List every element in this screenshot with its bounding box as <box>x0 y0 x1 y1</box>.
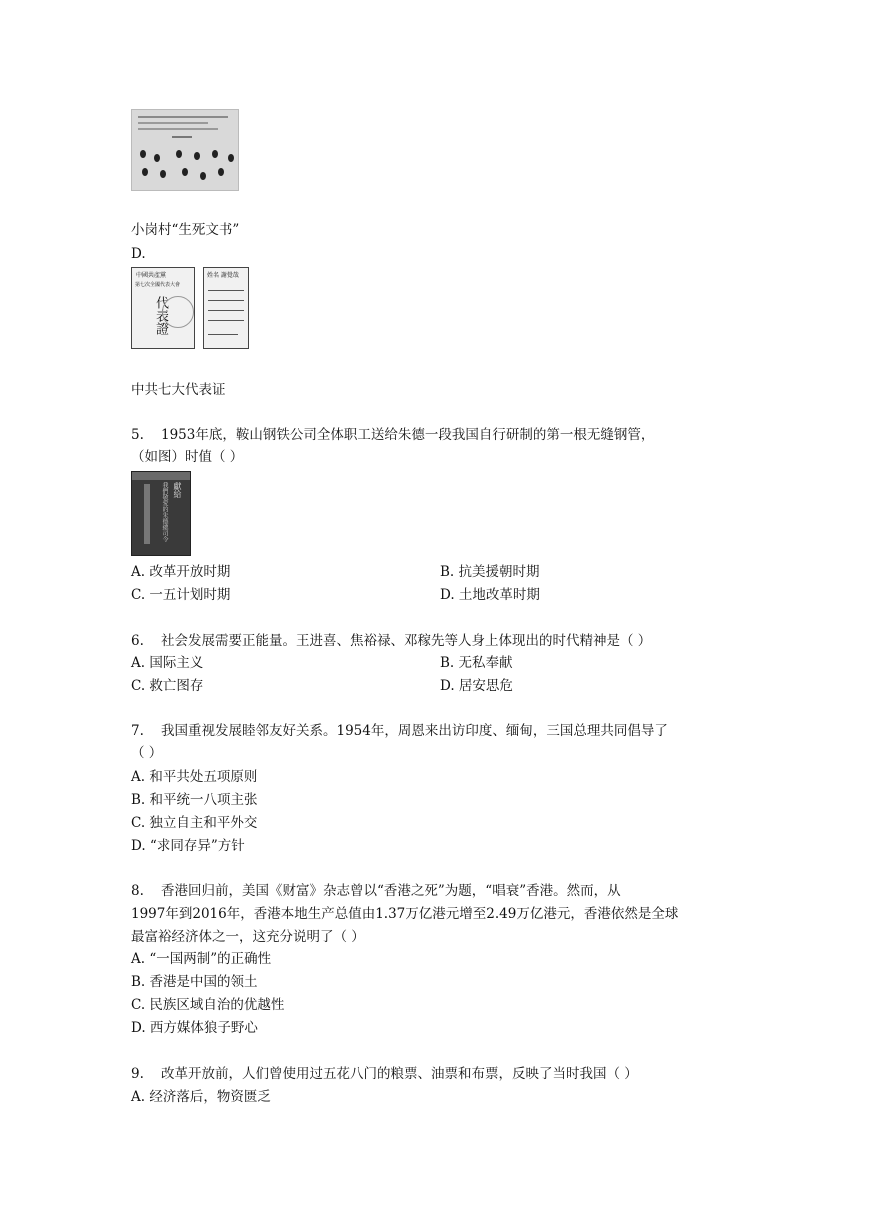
question-5-text-cont: （如图）时值（ ） <box>131 449 244 465</box>
question-9-text: 改革开放前，人们曾使用过五花八门的粮票、油票和布票，反映了当时我国（ ） <box>161 1066 638 1082</box>
question-5-option-c[interactable]: C. 一五计划时期 <box>131 587 231 603</box>
question-8-text-cont-1: 1997年到2016年，香港本地生产总值由1.37万亿港元增至2.49万亿港元，香港依然是全球 <box>131 906 679 922</box>
question-8 <box>131 880 621 902</box>
question-7-option-a[interactable]: A. 和平共处五项原则 <box>131 769 258 785</box>
question-5-number: 5. <box>131 427 144 443</box>
question-5-option-b[interactable]: B. 抗美援朝时期 <box>440 564 540 580</box>
question-9-option-a[interactable]: A. 经济落后，物资匮乏 <box>131 1089 271 1105</box>
question-8-option-b[interactable]: B. 香港是中国的领土 <box>131 974 258 990</box>
image1-caption: 小岗村“生死文书” <box>131 222 240 238</box>
question-8-option-d[interactable]: D. 西方媒体狼子野心 <box>131 1020 258 1036</box>
question-8-option-a[interactable]: A. “一国两制”的正确性 <box>131 951 272 967</box>
question-8-text-cont-2: 最富裕经济体之一，这充分说明了（ ） <box>131 929 365 945</box>
question-8-number: 8. <box>131 883 144 899</box>
question-5-option-a[interactable]: A. 改革开放时期 <box>131 564 231 580</box>
question-5-text: 1953年底，鞍山钢铁公司全体职工送给朱德一段我国自行研制的第一根无缝钢管， <box>161 427 655 443</box>
question-7-option-d[interactable]: D. “求同存异”方针 <box>131 838 245 854</box>
question-6-option-c[interactable]: C. 救亡图存 <box>131 678 204 694</box>
question-9 <box>131 1063 638 1085</box>
question-7-text: 我国重视发展睦邻友好关系。1954年，周恩来出访印度、缅甸，三国总理共同倡导了 <box>161 723 668 739</box>
question-7-option-c[interactable]: C. 独立自主和平外交 <box>131 815 258 831</box>
question-6 <box>131 630 651 652</box>
delegate-card-image: 中國共產黨 第七次全國代表大會 代表證 姓名 謝覺哉 <box>131 267 249 349</box>
xiaogang-document-image <box>131 109 239 191</box>
question-5-option-d[interactable]: D. 土地改革时期 <box>440 587 540 603</box>
question-7-number: 7. <box>131 723 144 739</box>
steel-pipe-image: 獻給 我們敬愛的朱德總司令 <box>131 471 191 556</box>
question-6-number: 6. <box>131 633 144 649</box>
question-6-option-d[interactable]: D. 居安思危 <box>440 678 513 694</box>
question-8-option-c[interactable]: C. 民族区域自治的优越性 <box>131 997 285 1013</box>
question-6-option-a[interactable]: A. 国际主义 <box>131 655 204 671</box>
question-9-number: 9. <box>131 1066 144 1082</box>
option-d-label: D. <box>131 246 146 262</box>
question-8-text: 香港回归前，美国《财富》杂志曾以“香港之死”为题，“唱衰”香港。然而，从 <box>161 883 621 899</box>
question-5 <box>131 424 654 446</box>
image2-caption: 中共七大代表证 <box>131 382 226 398</box>
question-6-option-b[interactable]: B. 无私奉献 <box>440 655 513 671</box>
question-7-option-b[interactable]: B. 和平统一八项主张 <box>131 792 258 808</box>
question-7-text-cont: （ ） <box>131 745 163 761</box>
question-7 <box>131 720 668 742</box>
question-6-text: 社会发展需要正能量。王进喜、焦裕禄、邓稼先等人身上体现出的时代精神是（ ） <box>161 633 652 649</box>
